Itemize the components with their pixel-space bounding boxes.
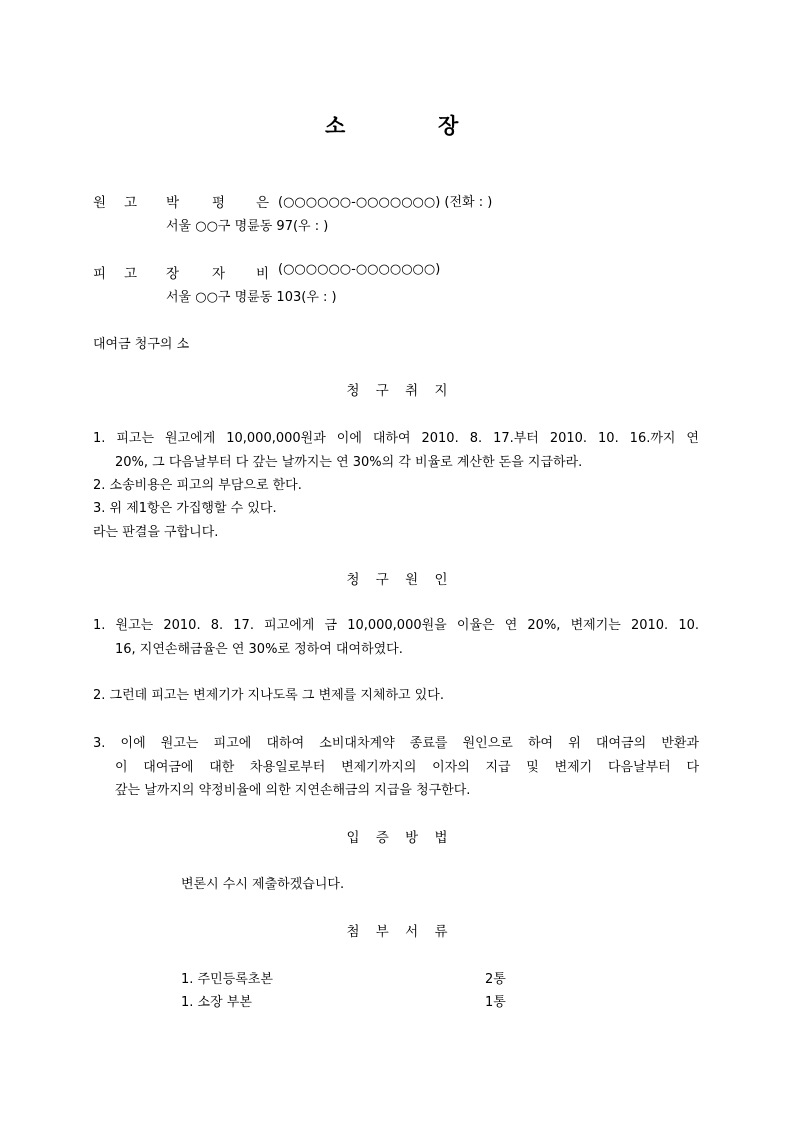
claim-cause-item1-line1: 1. 원고는 2010. 8. 17. 피고에게 금 10,000,000원을 이율은 연 20%, 변제기는 2010. 10.	[93, 618, 699, 633]
attachment-item-count: 1통	[485, 995, 506, 1010]
claim-cause-item3-line2: 이 대여금에 대한 차용일로부터 변제기까지의 이자의 지급 및 변제기 다음날부터 다	[115, 760, 699, 775]
claim-purpose-heading: 청 구 취 지	[346, 383, 448, 399]
defendant-label-2: 고	[124, 266, 138, 282]
defendant-name-2: 자	[212, 266, 226, 282]
claim-cause-item3-line3: 갚는 날까지의 약정비율에 의한 지연손해금의 지급을 청구한다.	[115, 783, 471, 798]
evidence-text: 변론시 수시 제출하겠습니다.	[181, 877, 345, 892]
plaintiff-label-1: 원	[93, 195, 107, 211]
claim-purpose-item2: 2. 소송비용은 피고의 부담으로 한다.	[93, 478, 302, 493]
attachment-item-name: 1. 소장 부본	[181, 995, 252, 1010]
claim-purpose-item1-line2: 20%, 그 다음날부터 다 갚는 날까지는 연 30%의 각 비율로 계산한 돈을 지급하라.	[115, 455, 583, 470]
claim-purpose-closing: 라는 판결을 구합니다.	[93, 525, 219, 540]
defendant-label-1: 피	[93, 266, 107, 282]
title-char-1: 소	[325, 114, 346, 138]
claim-purpose-item1-line1: 1. 피고는 원고에게 10,000,000원과 이에 대하여 2010. 8. 17.부터 2010. 10. 16.까지 연	[93, 431, 699, 446]
defendant-name-3: 비	[256, 266, 270, 282]
defendant-id: (○○○○○○-○○○○○○○)	[278, 262, 441, 277]
claim-cause-item3-line1: 3. 이에 원고는 피고에 대하여 소비대차계약 종료를 원인으로 하여 위 대여금의 반환과	[93, 736, 699, 751]
evidence-heading: 입 증 방 법	[346, 830, 448, 846]
plaintiff-name-1: 박	[166, 195, 180, 211]
plaintiff-name-3: 은	[256, 195, 270, 211]
plaintiff-address: 서울 ○○구 명륜동 97(우 : )	[166, 219, 329, 234]
attachment-item-name: 1. 주민등록초본	[181, 972, 273, 987]
claim-purpose-item3: 3. 위 제1항은 가집행할 수 있다.	[93, 501, 277, 516]
defendant-address: 서울 ○○구 명륜동 103(우 : )	[166, 290, 337, 305]
attachment-item-count: 2통	[485, 972, 506, 987]
plaintiff-label-2: 고	[124, 195, 138, 211]
attachments-heading: 첨 부 서 류	[346, 924, 448, 940]
case-name: 대여금 청구의 소	[93, 337, 190, 352]
title-char-2: 장	[438, 114, 459, 138]
claim-cause-heading: 청 구 원 인	[346, 572, 448, 588]
claim-cause-item1-line2: 16, 지연손해금율은 연 30%로 정하여 대여하였다.	[115, 642, 403, 657]
defendant-name-1: 장	[166, 266, 180, 282]
plaintiff-name-2: 평	[212, 195, 226, 211]
claim-cause-item2: 2. 그런데 피고는 변제기가 지나도록 그 변제를 지체하고 있다.	[93, 688, 444, 703]
plaintiff-id-phone: (○○○○○○-○○○○○○○) (전화 : )	[278, 195, 493, 210]
